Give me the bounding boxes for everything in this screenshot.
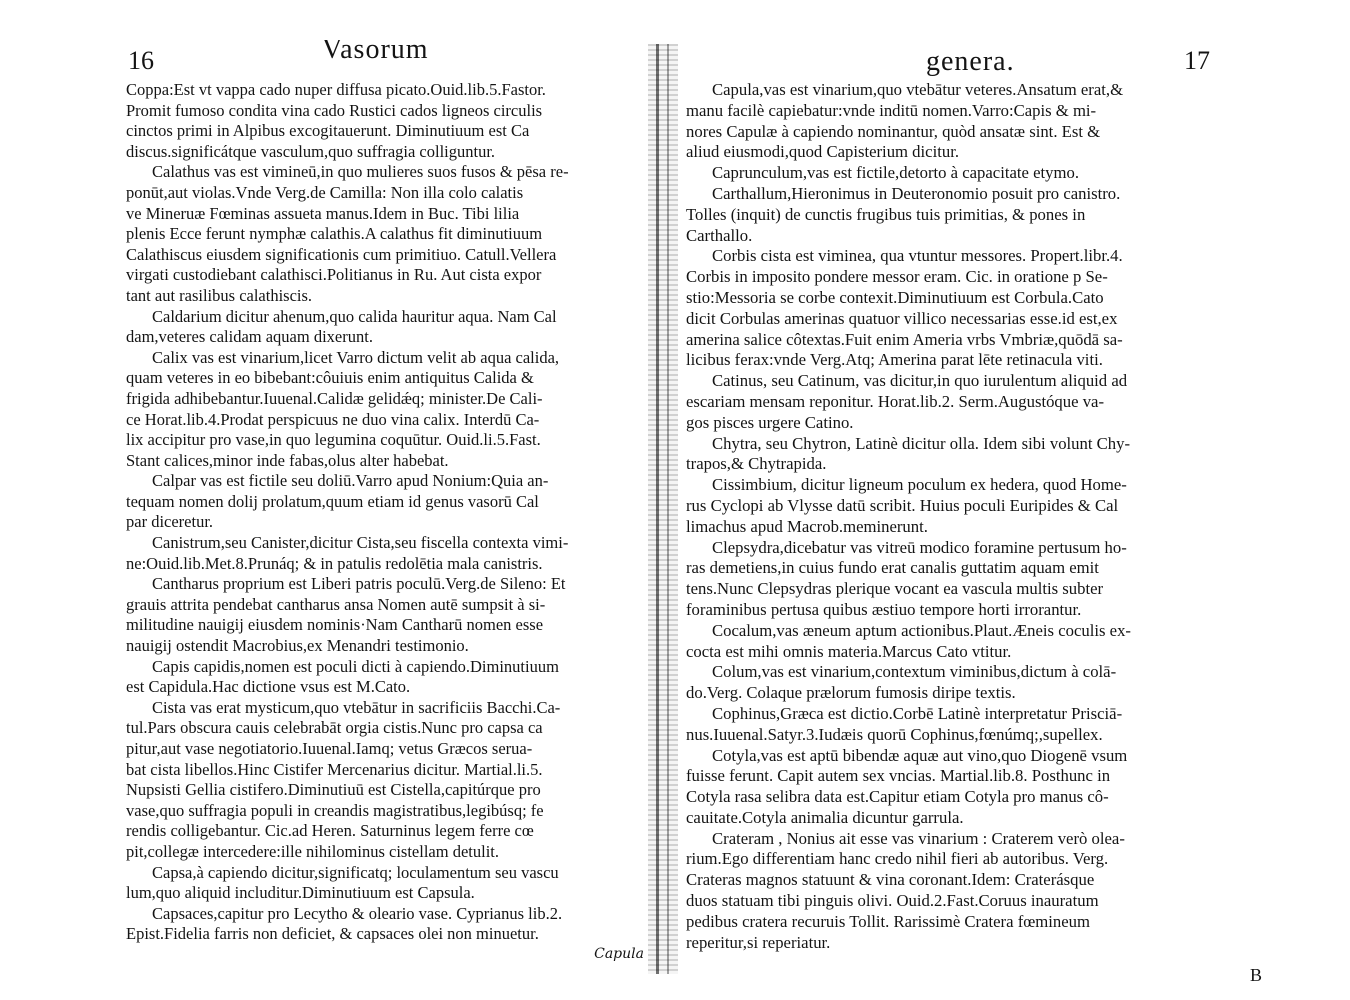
text-line: Cophinus,Græca est dictio.Corbē Latinè interpretatur Prisciā-: [712, 703, 1123, 723]
text-line: nauigij ostendit Macrobius,ex Menandri testimonio.: [126, 636, 469, 656]
text-line: vase,quo suffragia populi in creandis magistratibus,legibúsq; fe: [126, 800, 544, 820]
text-line: do.Verg. Colaque prælorum fumosis diripe textis.: [686, 683, 1016, 703]
right-page-number: 17: [1184, 46, 1210, 75]
text-line: virgati custodiebant calathisci.Politianus in Ru. Aut cista expor: [126, 265, 542, 285]
text-line: tens.Nunc Clepsydras plerique vocant ea vascula multis subter: [686, 579, 1104, 599]
text-line: Capula,vas est vinarium,quo vtebātur veteres.Ansatum erat,&: [712, 80, 1124, 99]
text-line: Clepsydra,dicebatur vas vitreū modico foramine pertusum ho-: [712, 537, 1127, 557]
text-line: nores Capulæ à capiendo nominantur, quòd ansatæ sint. Est &: [686, 121, 1101, 141]
text-line: Capis capidis,nomen est poculi dicti à capiendo.Diminutiuum: [152, 656, 559, 676]
text-line: Chytra, seu Chytron, Latinè dicitur olla. Idem sibi volunt Chy-: [712, 433, 1131, 453]
text-line: limachus apud Macrob.meminerunt.: [686, 516, 928, 536]
text-line: ne:Ouid.lib.Met.8.Prunáq; & in patulis redolētia mala canistris.: [126, 553, 543, 573]
text-line: pit,collegæ intercedere:ille nihilominus cistellam detulit.: [126, 841, 499, 861]
text-line: licibus ferax:vnde Verg.Atq; Amerina parat lēte retinacula viti.: [686, 350, 1103, 370]
text-line: Carthallum,Hieronimus in Deuteronomio posuit pro canistro.: [712, 183, 1121, 203]
text-line: Calpar vas est fictile seu doliū.Varro apud Nonium:Quia an-: [152, 471, 549, 491]
text-line: amerina salice côtextas.Fuit enim Ameria vrbs Vmbriæ,quōdā sa-: [686, 329, 1123, 349]
left-page-number: 16: [128, 46, 154, 75]
text-line: nus.Iuuenal.Satyr.3.Iudæis quorū Cophinus,fœnúmq;,supellex.: [686, 724, 1103, 744]
text-line: ponūt,aut violas.Vnde Verg.de Camilla: Non illa colo calatis: [126, 182, 524, 202]
right-page: [686, 40, 1212, 990]
right-text-block: [686, 80, 1212, 953]
text-line: tequam nomen dolij prolatum,quum etiam id genus vasorū Cal: [126, 491, 539, 511]
signature-mark: B: [1249, 965, 1262, 985]
left-text-block: [126, 80, 646, 945]
text-line: trapos,& Chytrapida.: [686, 454, 827, 474]
text-line: plenis Ecce ferunt nymphæ calathis.A calathus fit diminutiuum: [126, 224, 543, 244]
text-line: Cotyla,vas est aptū bibendæ aquæ aut vino,quo Diogenē vsum: [712, 745, 1128, 765]
text-line: est Capidula.Hac dictione vsus est M.Cato.: [126, 677, 411, 697]
text-line: cauitate.Cotyla animalia dicuntur garrula.: [686, 807, 964, 827]
text-line: manu facilè capiebatur:vnde inditū nomen.Varro:Capis & mi-: [686, 100, 1097, 120]
text-line: gos pisces urgere Catino.: [686, 412, 854, 432]
text-line: Crateram , Nonius ait esse vas vinarium : Craterem verò olea-: [712, 828, 1125, 848]
text-line: fuisse ferunt. Capit autem sex vncias. Martial.lib.8. Posthunc in: [686, 766, 1111, 786]
text-line: escariam mensam reponitur. Horat.lib.2. Serm.Augustóque va-: [686, 391, 1105, 411]
text-line: quam veteres in eo bibebant:côuiuis enim antiquitus Calida &: [126, 368, 534, 388]
text-line: ras demetiens,in cuius fundo erat canalis guttatim aquam emit: [686, 558, 1099, 578]
text-line: frigida adhibebantur.Iuuenal.Calidæ gelidǽq; minister.De Cali-: [126, 388, 543, 408]
text-line: grauis attrita pendebat cantharus ansa Nomen autē sumpsit à si-: [126, 594, 546, 614]
text-line: Corbis in imposito pondere messor eram. Cic. in oratione p Se-: [686, 267, 1108, 287]
text-line: dam,veteres calidam aquam dixerunt.: [126, 327, 373, 347]
text-line: Promit fumoso condita vina cado Rustici cados ligneos circulis: [126, 100, 543, 120]
text-line: Canistrum,seu Canister,dicitur Cista,seu fiscella contexta vimi-: [152, 533, 569, 553]
text-line: Corbis cista est viminea, qua vtuntur messores. Propert.libr.4.: [712, 246, 1123, 266]
text-line: Cocalum,vas æneum aptum actionibus.Plaut.Æneis coculis ex-: [712, 620, 1131, 640]
book-gutter: [648, 44, 678, 974]
text-line: bat cista libellos.Hinc Cistifer Mercenarius dicitur. Martial.li.5.: [126, 759, 543, 779]
text-line: rus Cyclopi ab Vlysse datū scribit. Huius poculi Euripides & Cal: [686, 495, 1119, 515]
text-line: pedibus cratera recuruis Tollit. Rarissimè Cratera fœmineum: [686, 911, 1090, 931]
text-line: Capsa,à capiendo dicitur,significatq; loculamentum seu vascu: [152, 862, 559, 882]
text-line: aliud eiusmodi,quod Capisterium dicitur.: [686, 142, 959, 162]
text-line: Cissimbium, dicitur ligneum poculum ex hedera, quod Home-: [712, 475, 1127, 495]
text-line: militudine nauigij eiusdem nominis·Nam Cantharū nomen esse: [126, 615, 544, 635]
text-line: rendis colligebantur. Cic.ad Heren. Saturninus legem ferre cœ: [126, 821, 534, 841]
text-line: discus.significátque vasculum,quo suffragia colliguntur.: [126, 141, 496, 161]
text-line: Epist.Fidelia farris non deficiet, & capsaces olei non minuetur.: [126, 924, 539, 944]
text-line: tul.Pars obscura cauis celebrabāt orgia cistis.Nunc pro capsa ca: [126, 718, 543, 738]
text-line: Coppa:Est vt vappa cado nuper diffusa picato.Ouid.lib.5.Fastor.: [126, 80, 546, 99]
text-line: reperitur,si reperiatur.: [686, 932, 831, 952]
text-line: duos statuam tibi pinguis olivi. Ouid.2.Fast.Coruus inauratum: [686, 891, 1099, 911]
text-line: ce Horat.lib.4.Prodat perspicuus ne duo vina calix. Interdū Ca-: [126, 409, 540, 429]
text-line: Stant calices,minor inde fabas,olus alter habebat.: [126, 450, 449, 470]
text-line: rium.Ego differentiam hanc credo nihil fieri ab autoribus. Verg.: [686, 849, 1109, 869]
text-line: Cotyla rasa selibra data est.Capitur etiam Cotyla pro manus cô-: [686, 787, 1109, 807]
text-line: foraminibus pertusa quibus æstiuo tempore horti irrorantur.: [686, 599, 1082, 619]
text-line: Cista vas erat mysticum,quo vtebātur in sacrificiis Bacchi.Ca-: [152, 697, 561, 717]
text-line: Colum,vas est vinarium,contextum viminibus,dictum à colā-: [712, 662, 1117, 682]
text-line: Caprunculum,vas est fictile,detorto à capacitate etymo.: [712, 163, 1079, 183]
text-line: Cantharus proprium est Liberi patris poculū.Verg.de Sileno: Et: [152, 574, 566, 594]
text-line: lix accipitur pro vase,in quo legumina coquūtur. Ouid.li.5.Fast.: [126, 430, 541, 450]
text-line: par diceretur.: [126, 512, 214, 532]
text-line: ve Mineruæ Fœminas assueta manus.Idem in Buc. Tibi lilia: [126, 203, 520, 223]
text-line: Calathiscus eiusdem significationis cum primitiuo. Catull.Vellera: [126, 244, 557, 264]
text-line: tant aut rasilibus calathiscis.: [126, 285, 313, 305]
right-running-title: genera.: [926, 46, 1015, 77]
text-line: stio:Messoria se corbe contexit.Diminutiuum est Corbula.Cato: [686, 287, 1104, 307]
text-line: Catinus, seu Catinum, vas dicitur,in quo iurulentum aliquid ad: [712, 371, 1128, 391]
text-line: Calathus vas est vimineū,in quo mulieres suos fusos & pēsa re-: [152, 162, 569, 182]
text-line: Caldarium dicitur ahenum,quo calida hauritur aqua. Nam Cal: [152, 306, 557, 326]
catchword: Capula: [594, 945, 644, 962]
text-line: Tolles (inquit) de cunctis frugibus tuis primitias, & pones in: [686, 204, 1086, 224]
text-line: cinctos primi in Alpibus excogitauerunt. Diminutiuum est Ca: [126, 121, 530, 141]
text-line: Carthallo.: [686, 225, 753, 245]
left-page: [126, 40, 646, 990]
text-line: Capsaces,capitur pro Lecytho & oleario vase. Cyprianus lib.2.: [152, 903, 563, 923]
right-running-head: [686, 40, 1212, 80]
text-line: pitur,aut vase negotiatorio.Iuuenal.Iamq; vetus Græcos serua-: [126, 739, 533, 758]
text-line: dicit Corbulas amerinas quatuor villico necessarias esse.id est,ex: [686, 308, 1118, 328]
text-line: Calix vas est vinarium,licet Varro dictum velit ab aqua calida,: [152, 347, 560, 367]
text-line: Crateras magnos statuunt & vina coronant.Idem: Craterásque: [686, 870, 1095, 890]
text-line: Nupsisti Gellia cistifero.Diminutiuū est Cistella,capitúrque pro: [126, 780, 541, 800]
text-line: lum,quo aliquid includitur.Diminutiuum est Capsula.: [126, 883, 475, 903]
left-running-title: Vasorum: [322, 40, 429, 65]
left-running-head: [126, 40, 646, 80]
text-line: cocta est mihi omnis materia.Marcus Cato vtitur.: [686, 641, 1012, 661]
